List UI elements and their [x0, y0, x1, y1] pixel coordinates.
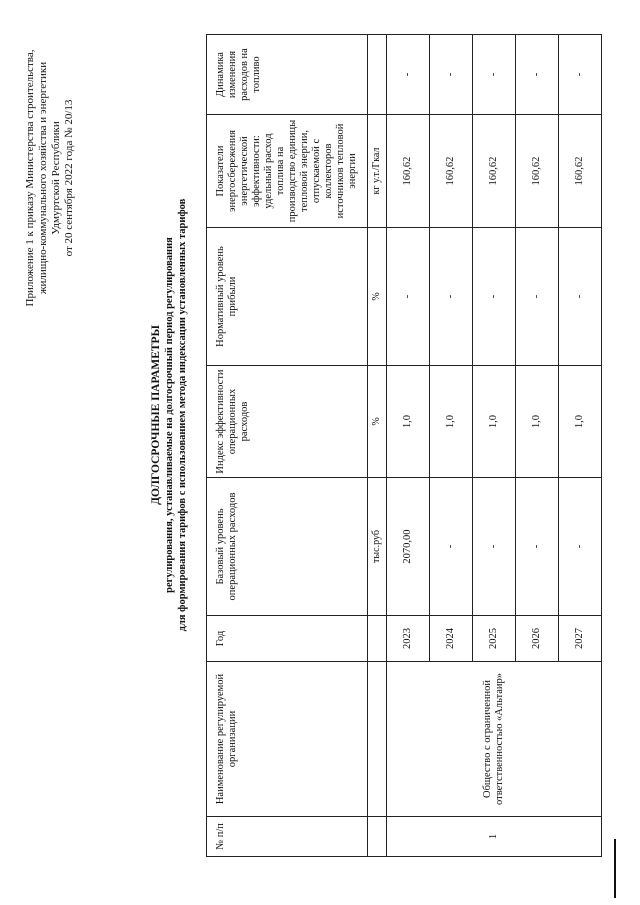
cell-year: 2027 — [559, 616, 602, 662]
units-row — [368, 35, 387, 857]
cell-year: 2023 — [387, 616, 430, 662]
header-org: Наименование регулируемой организации — [207, 662, 368, 817]
org-name: Общество с ограниченной ответственностью «Альтаир» — [387, 662, 602, 817]
cell-dynamics: - — [516, 35, 559, 115]
cell-year: 2026 — [516, 616, 559, 662]
title-line-3: для формирования тарифов с использованием метода индексации установленных тарифов — [177, 198, 188, 632]
cell-dynamics: - — [387, 35, 430, 115]
header-index: Индекс эффективности операционных расходов — [207, 366, 368, 478]
cell-index: 1,0 — [559, 366, 602, 478]
cell-base: 2070,00 — [387, 478, 430, 616]
unit-energy: кг у.т./Гкал — [368, 115, 387, 228]
unit-base: тыс.руб — [368, 478, 387, 616]
appendix-line: Приложение 1 к приказу Министерства строительства, — [24, 49, 36, 307]
table-row — [387, 35, 430, 857]
cell-profit: - — [430, 228, 473, 366]
appendix-note — [24, 48, 76, 308]
cell-profit: - — [473, 228, 516, 366]
cell-profit: - — [559, 228, 602, 366]
cell-energy: 160,62 — [559, 115, 602, 228]
title-line-2: регулирования, устанавливаемые на долгосрочный период регулирования — [164, 237, 175, 593]
footnote-divider — [614, 839, 616, 898]
header-energy: Показатели энергосбережения энергетической эффективности: удельный расход топлива на производство единицы тепловой энергии, отпускаемой с коллекторов источников тепловой энергии — [207, 115, 368, 228]
appendix-line: от 20 сентября 2022 года № 20/13 — [63, 99, 75, 257]
cell-profit: - — [516, 228, 559, 366]
cell-energy: 160,62 — [430, 115, 473, 228]
cell-dynamics: - — [430, 35, 473, 115]
cell-base: - — [516, 478, 559, 616]
parameters-table — [206, 34, 602, 857]
cell-index: 1,0 — [473, 366, 516, 478]
header-base: Базовый уровень операционных расходов — [207, 478, 368, 616]
title-main: ДОЛГОСРОЧНЫЕ ПАРАМЕТРЫ — [150, 325, 162, 505]
cell-energy: 160,62 — [516, 115, 559, 228]
header-num: № п/п — [207, 817, 368, 857]
cell-index: 1,0 — [430, 366, 473, 478]
header-year: Год — [207, 616, 368, 662]
appendix-line: Удмуртской Республики — [50, 121, 62, 235]
unit-index: % — [368, 366, 387, 478]
unit-profit: % — [368, 228, 387, 366]
cell-base: - — [430, 478, 473, 616]
cell-base: - — [559, 478, 602, 616]
cell-base: - — [473, 478, 516, 616]
cell-year: 2024 — [430, 616, 473, 662]
cell-energy: 160,62 — [473, 115, 516, 228]
appendix-line: жилищно-коммунального хозяйства и энергетики — [37, 61, 49, 295]
org-number: 1 — [387, 817, 602, 857]
cell-dynamics: - — [473, 35, 516, 115]
cell-profit: - — [387, 228, 430, 366]
cell-index: 1,0 — [516, 366, 559, 478]
cell-energy: 160,62 — [387, 115, 430, 228]
cell-year: 2025 — [473, 616, 516, 662]
header-profit: Нормативный уровень прибыли — [207, 228, 368, 366]
cell-index: 1,0 — [387, 366, 430, 478]
header-dynamics: Динамика изменения расходов на топливо — [207, 35, 368, 115]
header-row — [207, 35, 368, 857]
cell-dynamics: - — [559, 35, 602, 115]
document-title — [150, 175, 189, 655]
